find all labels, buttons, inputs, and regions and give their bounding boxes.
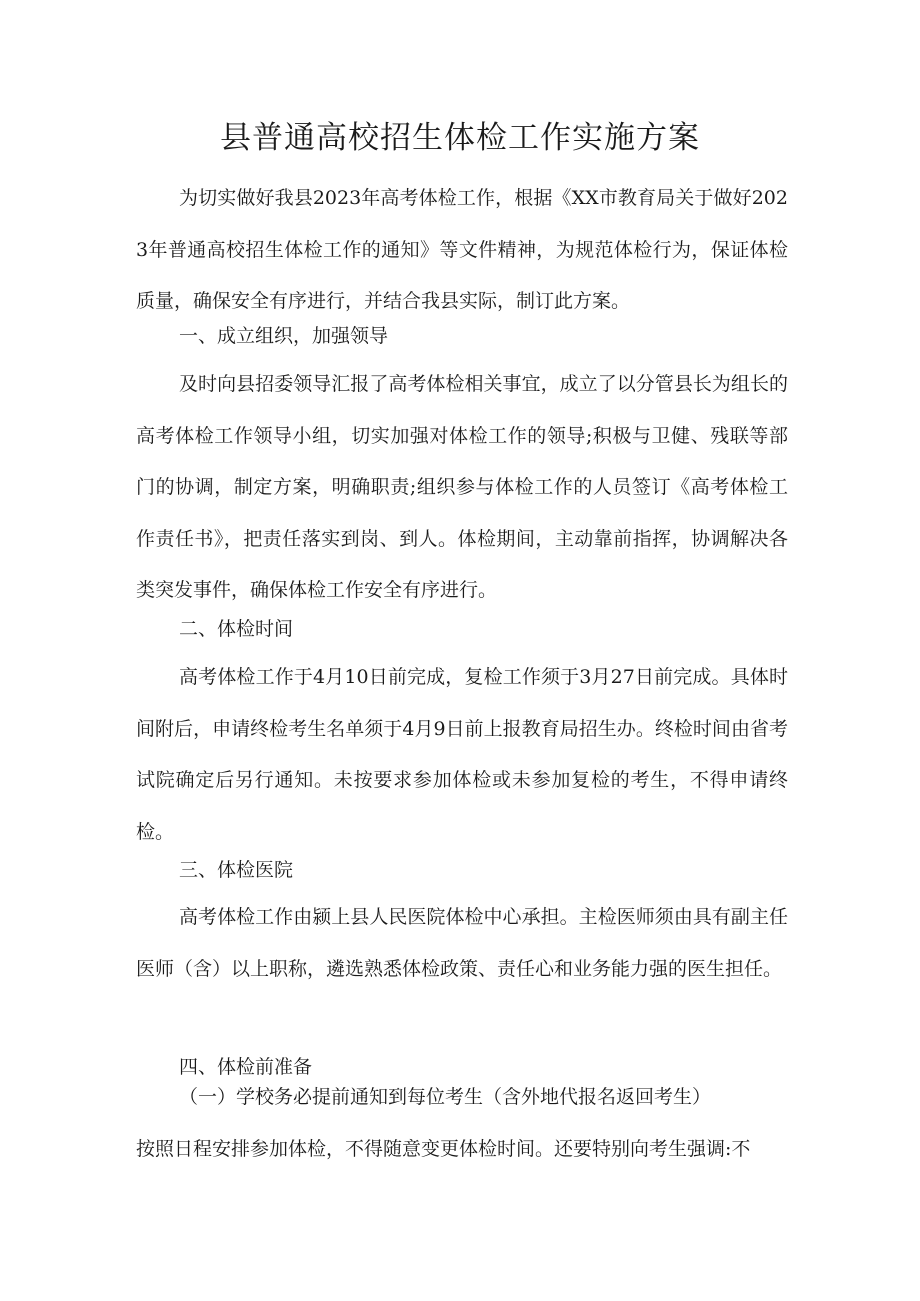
section-3-body: 高考体检工作由颍上县人民医院体检中心承担。主检医师须由具有副主任医师（含）以上职称，遴选熟悉体检政策、责任心和业务能力强的医生担任。 (136, 906, 788, 980)
intro-paragraph: 为切实做好我县2023年高考体检工作，根据《XX市教育局关于做好2023年普通高校招生体检工作的通知》等文件精神，为规范体检行为，保证体检质量，确保安全有序进行，并结合我县实际，制订此方案。 (136, 187, 788, 312)
section-3-heading: 三、体检医院 (179, 859, 294, 881)
section-1-heading: 一、成立组织，加强领导 (179, 325, 389, 347)
section-1-body: 及时向县招委领导汇报了高考体检相关事宜，成立了以分管县长为组长的高考体检工作领导小组，切实加强对体检工作的领导;积极与卫健、残联等部门的协调，制定方案，明确职责;组织参与体检工作的人员签订《高考体检工作责任书》，把责任落实到岗、到人。体检期间，主动靠前指挥，协调解决各类突发事件，确保体检工作安全有序进行。 (136, 373, 788, 601)
section-4-heading: 四、体检前准备 (179, 1056, 313, 1078)
section-2-heading: 二、体检时间 (179, 618, 294, 640)
section-2-body: 高考体检工作于4月10日前完成，复检工作须于3月27日前完成。具体时间附后，申请终检考生名单须于4月9日前上报教育局招生办。终检时间由省考试院确定后另行通知。未按要求参加体检或未参加复检的考生，不得申请终检。 (136, 666, 788, 843)
section-4-subheading: （一）学校务必提前通知到每位考生（含外地代报名返回考生） (179, 1086, 712, 1108)
section-4-body-start: 按照日程安排参加体检，不得随意变更体检时间。还要特别向考生强调:不 (136, 1138, 751, 1160)
document-title: 县普通高校招生体检工作实施方案 (220, 120, 700, 156)
